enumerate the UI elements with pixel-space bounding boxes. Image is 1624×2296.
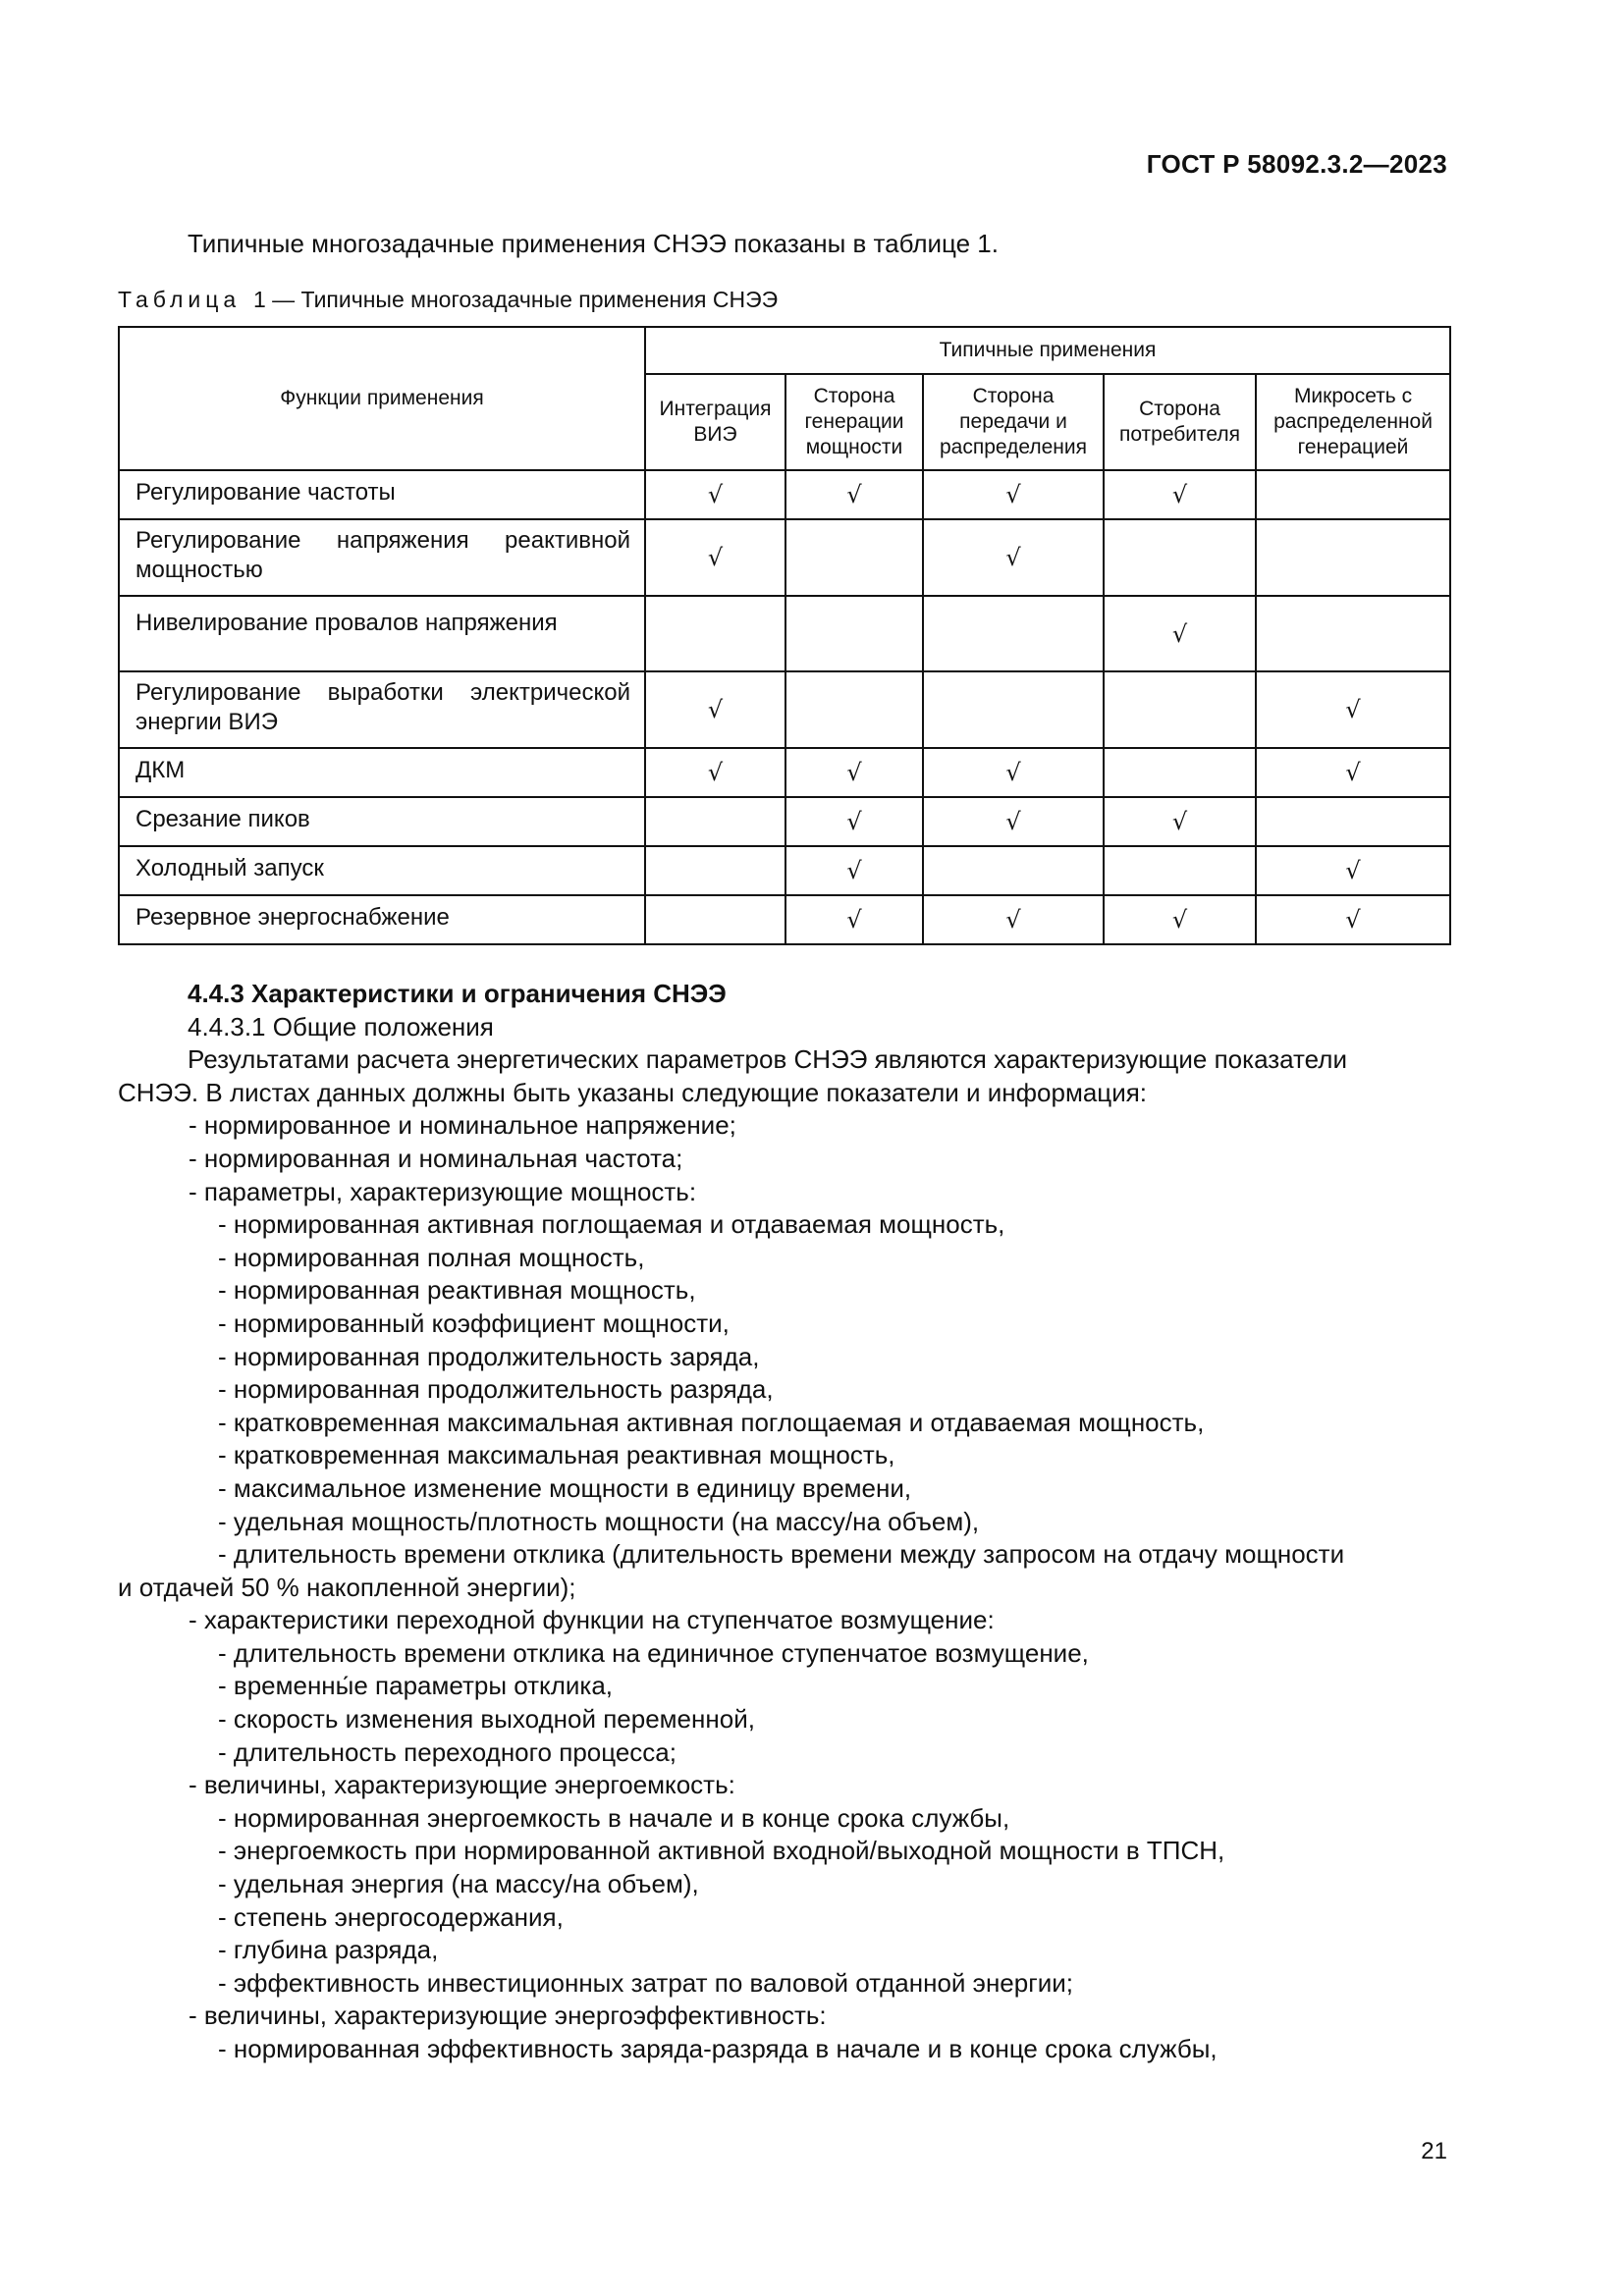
check-mark-icon: √ xyxy=(707,544,724,571)
list-item: - нормированная эффективность заряда-разряда в начале и в конце срока службы, xyxy=(218,2034,1218,2063)
table-caption-label: Таблица xyxy=(118,287,242,312)
table-row xyxy=(119,748,1450,797)
header-function-column: Функции применения xyxy=(119,327,645,470)
column-header-line: Сторона xyxy=(972,385,1055,407)
row-cell-transmission-side xyxy=(923,671,1104,748)
column-header-integration-vie xyxy=(645,374,785,470)
list-item: - нормированная полная мощность, xyxy=(218,1242,645,1272)
row-cell-consumer-side xyxy=(1104,596,1256,671)
check-mark-icon: √ xyxy=(707,696,724,723)
table-row xyxy=(119,846,1450,895)
list-item: - нормированная продолжительность разряда, xyxy=(218,1374,774,1405)
row-cell-transmission-side xyxy=(923,519,1104,596)
list-item: - кратковременная максимальная реактивная мощность, xyxy=(218,1440,895,1470)
row-cell-generation-side xyxy=(785,671,923,748)
row-function-label: Регулирование частоты xyxy=(119,470,645,519)
column-header-line: потребителя xyxy=(1118,423,1241,446)
column-header-line: генерации xyxy=(804,410,904,433)
row-function-label: Холодный запуск xyxy=(119,846,645,895)
header-typical-applications: Типичные применения xyxy=(645,327,1450,374)
list-item: - нормированная энергоемкость в начале и в конце срока службы, xyxy=(218,1802,1010,1833)
document-id-header: ГОСТ Р 58092.3.2—2023 xyxy=(1146,149,1447,179)
table-row xyxy=(119,596,1450,671)
row-cell-integration-vie xyxy=(645,519,785,596)
row-cell-integration-vie xyxy=(645,596,785,671)
list-item: - нормированная реактивная мощность, xyxy=(218,1275,696,1306)
row-cell-consumer-side xyxy=(1104,846,1256,895)
row-cell-integration-vie xyxy=(645,671,785,748)
row-cell-consumer-side xyxy=(1104,671,1256,748)
list-item: - длительность переходного процесса; xyxy=(218,1736,677,1767)
requirements-list xyxy=(118,1109,1449,2065)
list-item: - скорость изменения выходной переменной, xyxy=(218,1704,755,1735)
list-item: - величины, характеризующие энергоемкость: xyxy=(189,1770,735,1800)
row-function-label: Регулирование выработки электрической энергии ВИЭ xyxy=(119,671,645,748)
row-cell-generation-side xyxy=(785,846,923,895)
check-mark-icon: √ xyxy=(1005,906,1021,934)
table-caption-title: — Типичные многозадачные применения СНЭЭ xyxy=(272,287,779,312)
table-row xyxy=(119,519,1450,596)
check-mark-icon: √ xyxy=(1171,481,1188,508)
row-cell-generation-side xyxy=(785,748,923,797)
check-mark-icon: √ xyxy=(1345,759,1361,786)
table-row xyxy=(119,797,1450,846)
column-header-generation-side xyxy=(785,374,923,470)
applications-table xyxy=(118,326,1451,945)
table-caption xyxy=(118,287,778,313)
section-paragraph: Результатами расчета энергетических параметров СНЭЭ являются характеризующие показатели xyxy=(188,1044,1347,1075)
check-mark-icon: √ xyxy=(1005,481,1021,508)
row-cell-generation-side xyxy=(785,895,923,944)
column-header-line: Сторона xyxy=(813,385,895,407)
row-cell-transmission-side xyxy=(923,895,1104,944)
list-item: - глубина разряда, xyxy=(218,1935,439,1965)
column-header-line: Микросеть с xyxy=(1293,385,1413,407)
row-cell-integration-vie xyxy=(645,895,785,944)
row-cell-integration-vie xyxy=(645,797,785,846)
list-item: - длительность времени отклика на единичное ступенчатое возмущение, xyxy=(218,1637,1089,1668)
row-cell-microgrid xyxy=(1256,846,1450,895)
list-item: - нормированная продолжительность заряда, xyxy=(218,1341,760,1371)
list-item: - максимальное изменение мощности в единицу времени, xyxy=(218,1472,912,1503)
list-item: - параметры, характеризующие мощность: xyxy=(189,1176,697,1206)
column-header-line: генерацией xyxy=(1297,436,1409,458)
page-number: 21 xyxy=(1421,2138,1447,2164)
list-item: - удельная энергия (на массу/на объем), xyxy=(218,1869,699,1899)
check-mark-icon: √ xyxy=(1345,857,1361,884)
row-function-label: Регулирование напряжения реактивной мощностью xyxy=(119,519,645,596)
row-cell-microgrid xyxy=(1256,671,1450,748)
column-header-line: распределения xyxy=(940,436,1087,458)
check-mark-icon: √ xyxy=(1345,906,1361,934)
list-item: - нормированный коэффициент мощности, xyxy=(218,1308,730,1338)
table-caption-number: 1 xyxy=(252,287,266,312)
list-item: - величины, характеризующие энергоэффективность: xyxy=(189,2001,827,2031)
row-cell-integration-vie xyxy=(645,748,785,797)
section-body xyxy=(118,978,1449,2066)
row-function-label: Нивелирование провалов напряжения xyxy=(119,596,645,671)
check-mark-icon: √ xyxy=(1171,808,1188,835)
row-cell-integration-vie xyxy=(645,846,785,895)
check-mark-icon: √ xyxy=(846,808,862,835)
row-cell-integration-vie xyxy=(645,470,785,519)
row-cell-microgrid xyxy=(1256,596,1450,671)
row-cell-transmission-side xyxy=(923,748,1104,797)
column-header-line: мощности xyxy=(805,436,903,458)
column-header-transmission-side xyxy=(923,374,1104,470)
column-header-line: передачи и xyxy=(959,410,1067,433)
check-mark-icon: √ xyxy=(846,759,862,786)
check-mark-icon: √ xyxy=(846,857,862,884)
list-item: - степень энергосодержания, xyxy=(218,1901,564,1932)
row-cell-consumer-side xyxy=(1104,748,1256,797)
row-function-label: ДКМ xyxy=(119,748,645,797)
table-row xyxy=(119,671,1450,748)
row-cell-microgrid xyxy=(1256,797,1450,846)
section-subheading: 4.4.3.1 Общие положения xyxy=(188,1011,494,1041)
row-cell-consumer-side xyxy=(1104,519,1256,596)
row-function-label: Резервное энергоснабжение xyxy=(119,895,645,944)
check-mark-icon: √ xyxy=(846,481,862,508)
section-heading: 4.4.3 Характеристики и ограничения СНЭЭ xyxy=(188,979,727,1008)
check-mark-icon: √ xyxy=(1005,759,1021,786)
check-mark-icon: √ xyxy=(1345,696,1361,723)
row-cell-microgrid xyxy=(1256,519,1450,596)
intro-paragraph: Типичные многозадачные применения СНЭЭ показаны в таблице 1. xyxy=(188,229,999,258)
list-item: - удельная мощность/плотность мощности (на массу/на объем), xyxy=(218,1506,980,1536)
row-cell-transmission-side xyxy=(923,846,1104,895)
list-item: - нормированная и номинальная частота; xyxy=(189,1143,683,1173)
list-item: и отдачей 50 % накопленной энергии); xyxy=(118,1572,576,1602)
column-header-line: Интеграция xyxy=(659,398,772,420)
table-row xyxy=(119,895,1450,944)
check-mark-icon: √ xyxy=(1005,544,1021,571)
section-paragraph-continued: СНЭЭ. В листах данных должны быть указаны следующие показатели и информация: xyxy=(118,1077,1148,1107)
row-cell-transmission-side xyxy=(923,596,1104,671)
list-item: - нормированная активная поглощаемая и отдаваемая мощность, xyxy=(218,1209,1005,1240)
check-mark-icon: √ xyxy=(707,759,724,786)
column-header-consumer-side xyxy=(1104,374,1256,470)
row-cell-microgrid xyxy=(1256,470,1450,519)
row-cell-generation-side xyxy=(785,596,923,671)
row-cell-transmission-side xyxy=(923,470,1104,519)
check-mark-icon: √ xyxy=(846,906,862,934)
check-mark-icon: √ xyxy=(1171,619,1188,648)
list-item: - эффективность инвестиционных затрат по валовой отданной энергии; xyxy=(218,1967,1073,1998)
list-item: - характеристики переходной функции на ступенчатое возмущение: xyxy=(189,1605,995,1635)
row-cell-generation-side xyxy=(785,470,923,519)
row-cell-consumer-side xyxy=(1104,797,1256,846)
list-item: - временны́е параметры отклика, xyxy=(218,1671,614,1701)
row-cell-transmission-side xyxy=(923,797,1104,846)
column-header-line: Сторона xyxy=(1139,398,1220,420)
check-mark-icon: √ xyxy=(1171,906,1188,934)
row-cell-microgrid xyxy=(1256,748,1450,797)
list-item: - кратковременная максимальная активная поглощаемая и отдаваемая мощность, xyxy=(218,1407,1205,1437)
column-header-line: ВИЭ xyxy=(693,423,737,446)
check-mark-icon: √ xyxy=(1005,808,1021,835)
row-cell-microgrid xyxy=(1256,895,1450,944)
column-header-microgrid xyxy=(1256,374,1450,470)
row-cell-generation-side xyxy=(785,797,923,846)
check-mark-icon: √ xyxy=(707,481,724,508)
list-item: - длительность времени отклика (длительность времени между запросом на отдачу мощности xyxy=(218,1539,1345,1570)
table-row xyxy=(119,470,1450,519)
list-item: - нормированное и номинальное напряжение; xyxy=(189,1110,736,1141)
list-item: - энергоемкость при нормированной активной входной/выходной мощности в ТПСН, xyxy=(218,1836,1225,1866)
row-cell-consumer-side xyxy=(1104,895,1256,944)
row-function-label: Срезание пиков xyxy=(119,797,645,846)
column-header-line: распределенной xyxy=(1273,410,1433,433)
row-cell-consumer-side xyxy=(1104,470,1256,519)
row-cell-generation-side xyxy=(785,519,923,596)
